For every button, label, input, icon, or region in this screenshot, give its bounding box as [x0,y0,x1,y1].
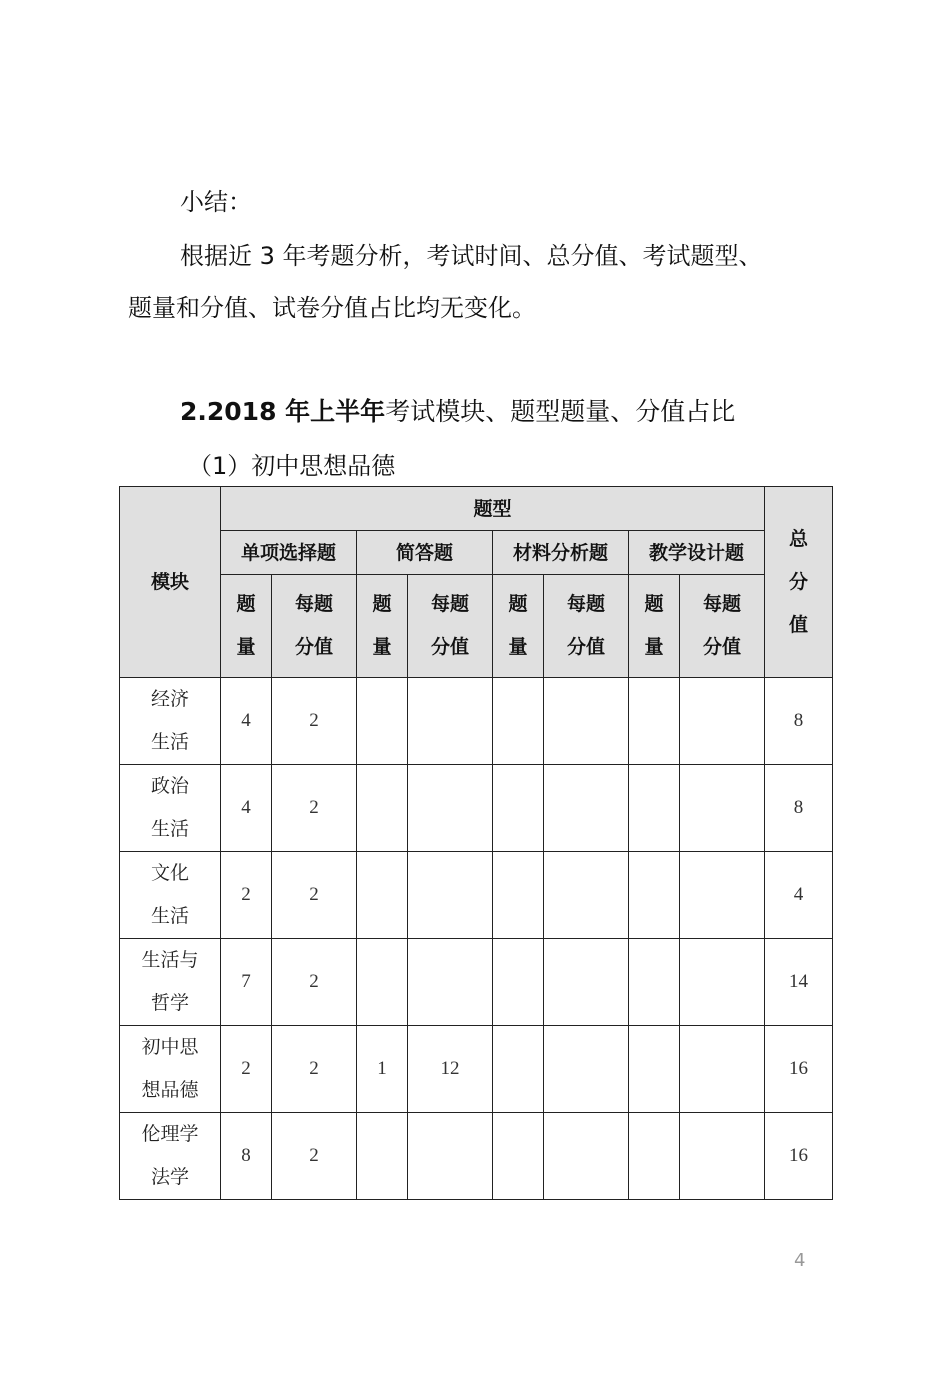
count-cell: 2 [221,1026,272,1113]
score-cell [680,765,765,852]
score-cell [680,1113,765,1200]
header-count: 题量 [357,575,408,678]
score-cell [408,852,493,939]
table-row [120,1026,833,1113]
count-cell [357,765,408,852]
count-cell: 4 [221,765,272,852]
header-score-each: 每题分值 [272,575,357,678]
module-cell: 初中思想品德 [120,1026,221,1113]
table-row [120,852,833,939]
module-cell: 经济生活 [120,678,221,765]
module-cell: 文化生活 [120,852,221,939]
score-cell [680,939,765,1026]
count-cell [357,1113,408,1200]
header-score-each: 每题分值 [680,575,765,678]
count-cell [493,765,544,852]
score-cell [408,1113,493,1200]
count-cell [629,1026,680,1113]
table-row [120,939,833,1026]
count-cell [493,678,544,765]
score-cell [680,1026,765,1113]
header-type-short-answer: 简答题 [357,531,493,575]
summary-text-line1: 根据近 3 年考题分析，考试时间、总分值、考试题型、 [180,242,763,270]
total-cell: 16 [765,1113,833,1200]
module-cell: 政治生活 [120,765,221,852]
subsection-heading: （1）初中思想品德 [188,452,396,480]
table-row [120,765,833,852]
header-score-each: 每题分值 [408,575,493,678]
summary-label: 小结： [180,188,252,216]
score-cell [544,678,629,765]
table-row [120,678,833,765]
score-cell: 2 [272,678,357,765]
count-cell [629,765,680,852]
total-cell: 16 [765,1026,833,1113]
score-cell [544,1026,629,1113]
total-cell: 8 [765,765,833,852]
score-cell [544,1113,629,1200]
header-count: 题量 [221,575,272,678]
count-cell: 4 [221,678,272,765]
exam-structure-table [119,486,833,1200]
header-type-material-analysis: 材料分析题 [493,531,629,575]
header-type-single-choice: 单项选择题 [221,531,357,575]
count-cell [493,1113,544,1200]
header-count: 题量 [629,575,680,678]
count-cell: 7 [221,939,272,1026]
count-cell [629,852,680,939]
module-cell: 生活与哲学 [120,939,221,1026]
page-number: 4 [794,1250,806,1271]
score-cell [408,765,493,852]
count-cell [629,678,680,765]
count-cell [629,939,680,1026]
header-total-score: 总分值 [765,487,833,678]
header-module: 模块 [120,487,221,678]
score-cell [408,678,493,765]
header-question-type: 题型 [221,487,765,531]
section-heading [180,398,735,426]
count-cell [493,939,544,1026]
count-cell [493,1026,544,1113]
count-cell: 8 [221,1113,272,1200]
header-score-each: 每题分值 [544,575,629,678]
summary-text-line2: 题量和分值、试卷分值占比均无变化。 [128,294,536,322]
score-cell: 2 [272,765,357,852]
table-row [120,1113,833,1200]
score-cell [408,939,493,1026]
score-cell: 2 [272,939,357,1026]
score-cell: 2 [272,1113,357,1200]
count-cell [357,939,408,1026]
count-cell [493,852,544,939]
score-cell: 12 [408,1026,493,1113]
score-cell: 2 [272,1026,357,1113]
count-cell: 1 [357,1026,408,1113]
score-cell: 2 [272,852,357,939]
module-cell: 伦理学法学 [120,1113,221,1200]
count-cell [629,1113,680,1200]
total-cell: 4 [765,852,833,939]
section-heading-title: 考试模块、题型题量、分值占比 [385,397,736,426]
total-cell: 14 [765,939,833,1026]
header-type-teaching-design: 教学设计题 [629,531,765,575]
count-cell [357,678,408,765]
table-body [120,678,833,1200]
score-cell [544,939,629,1026]
count-cell [357,852,408,939]
total-cell: 8 [765,678,833,765]
section-heading-year: 2.2018 年上半年 [180,397,386,426]
count-cell: 2 [221,852,272,939]
table-header [120,487,833,678]
score-cell [680,852,765,939]
score-cell [680,678,765,765]
score-cell [544,765,629,852]
score-cell [544,852,629,939]
header-count: 题量 [493,575,544,678]
